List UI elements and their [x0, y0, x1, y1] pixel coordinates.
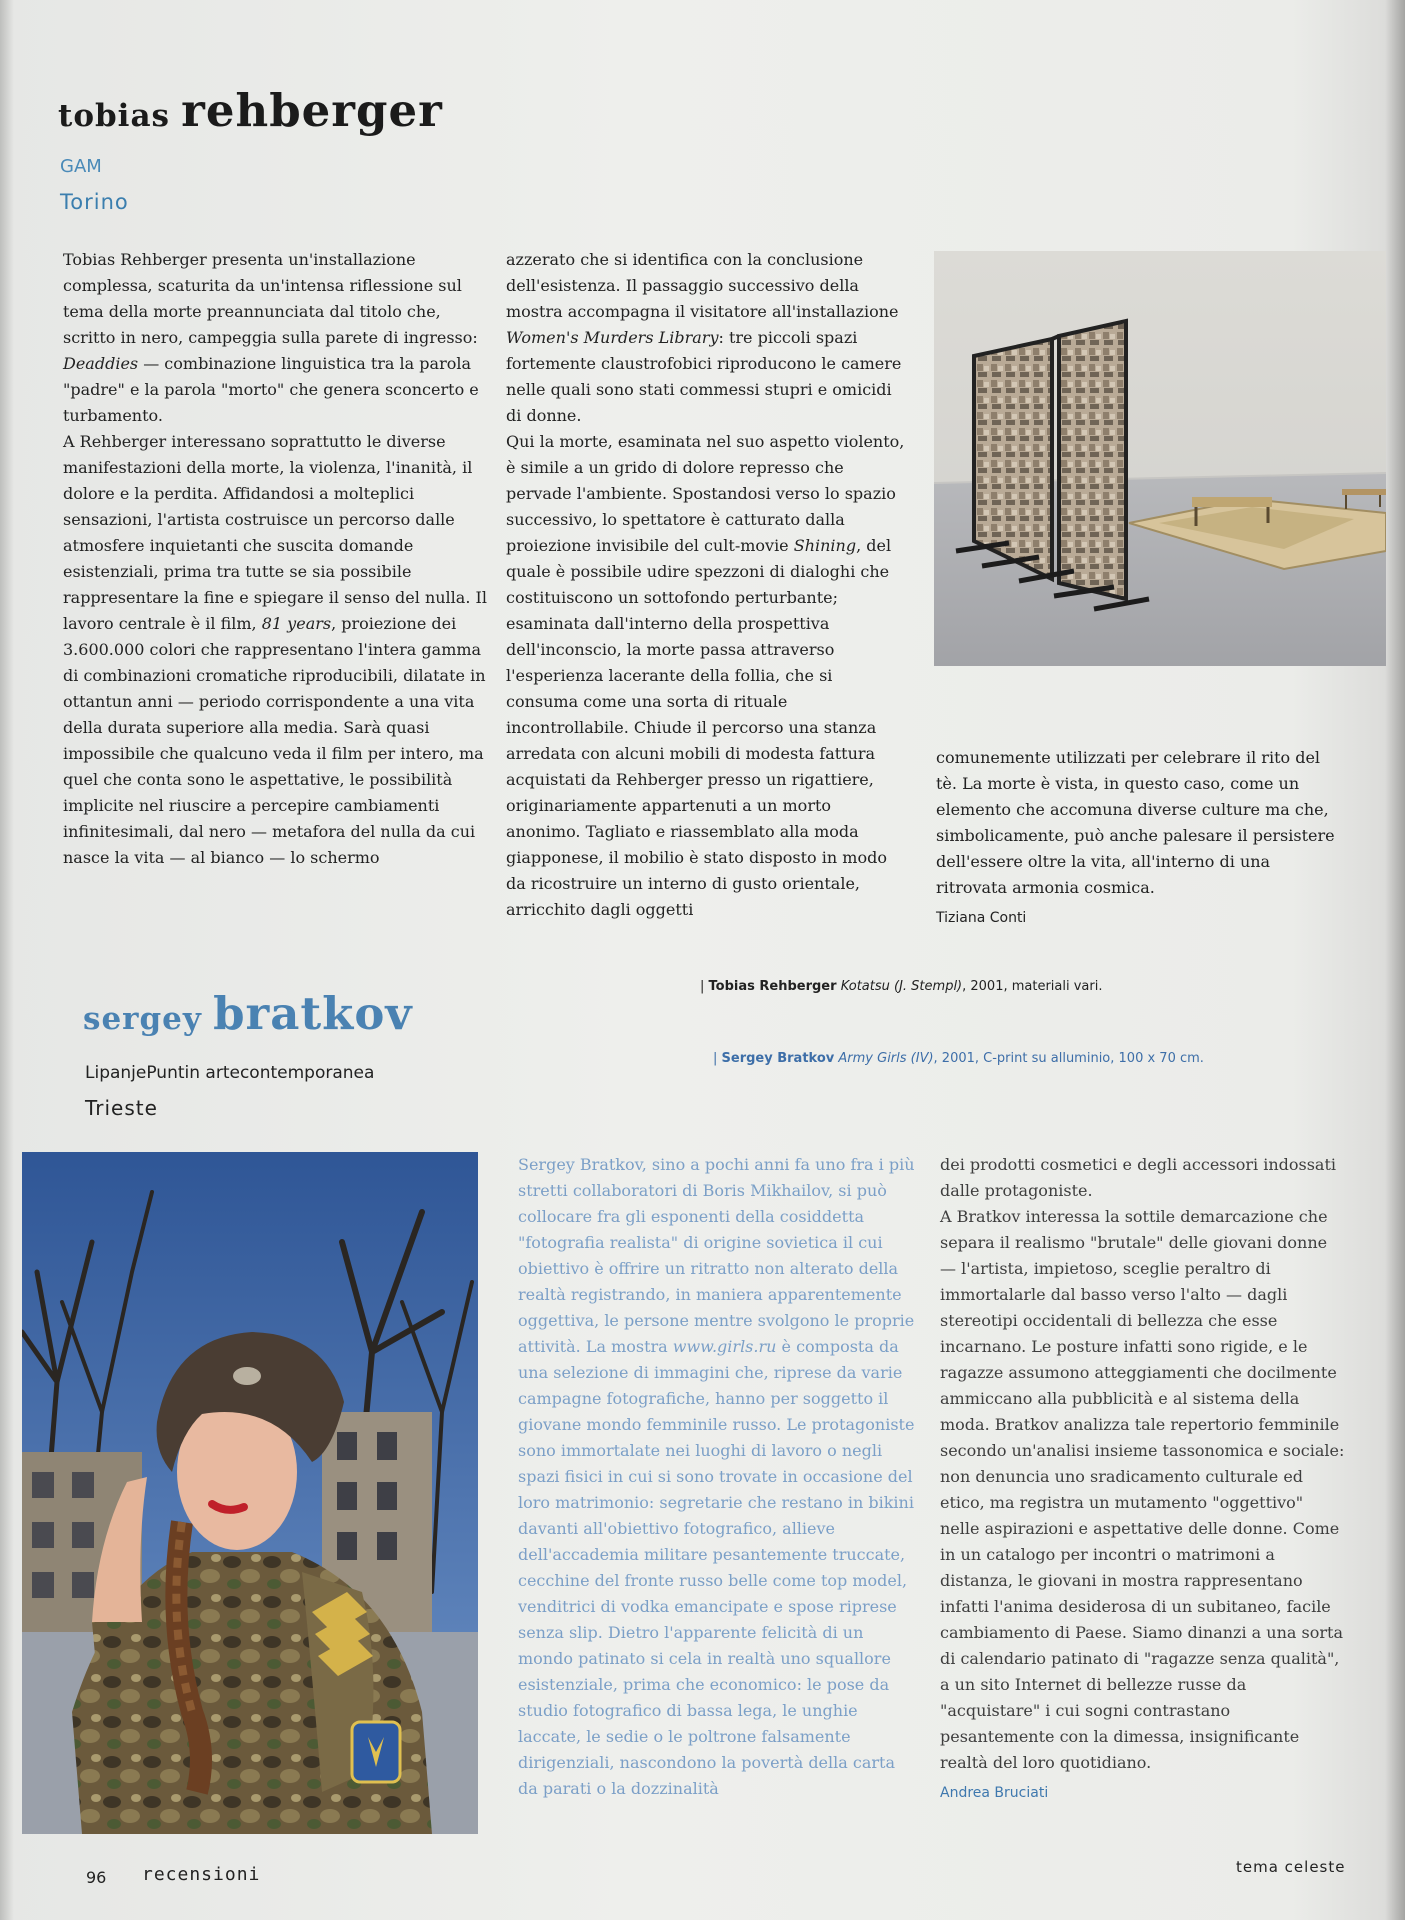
caption-rehberger-work: Kotatsu (J. Stempl)	[840, 979, 963, 994]
text-run: azzerato che si identifica con la conclusione dell'esistenza. Il passaggio successivo della mostra accompagna il visitatore all'installazione	[506, 250, 899, 321]
caption-rehberger-details: , 2001, materiali vari.	[962, 979, 1103, 994]
review1-city: Torino	[60, 190, 129, 214]
army-girl-photo	[22, 1152, 478, 1834]
review1-column-3	[936, 745, 1346, 931]
spine-shadow	[0, 0, 14, 1920]
caption-bratkov-artist: Sergey Bratkov	[721, 1051, 835, 1066]
italic-title: www.girls.ru	[672, 1337, 777, 1356]
review1-column-1	[63, 247, 493, 871]
caption-bratkov-work: Army Girls (IV)	[838, 1051, 934, 1066]
review2-city: Trieste	[85, 1096, 158, 1120]
text-run: : tre piccoli spazi fortemente claustrofobici riproducono le camere nelle quali sono stati commessi stupri e omicidi di donne.	[506, 328, 902, 425]
review1-author: Tiziana Conti	[936, 910, 1027, 926]
text-run: dei prodotti cosmetici e degli accessori indossati dalle protagoniste.	[940, 1155, 1336, 1200]
magazine-name: tema celeste	[1236, 1858, 1346, 1876]
text-run: Qui la morte, esaminata nel suo aspetto violento, è simile a un grido di dolore represso che pervade l'ambiente. Spostandosi verso lo spazio successivo, lo spettatore è catturato dalla proiezione invisibile del cult-movie	[506, 432, 905, 555]
text-run: A Rehberger interessano soprattutto le diverse manifestazioni della morte, la violenza, l'inanità, il dolore e la perdita. Affidandosi a molteplici sensazioni, l'artista costruisce un percorso dalle atmosfere inquietanti che suscita domande esistenziali, prima tra tutte se sia possibile rappresentare la fine e spiegare il senso del nulla. Il lavoro centrale è il film,	[63, 432, 487, 633]
army-girl-photo-drawing	[22, 1152, 478, 1834]
review2-title-first: sergey	[83, 1001, 202, 1037]
text-run: è composta da una selezione di immagini che, riprese da varie campagne fotografiche, hanno per soggetto il giovane mondo femminile russo. Le protagoniste sono immortalate nei luoghi di lavoro o negli spazi fisici in cui si sono trovate in occasione del loro matrimonio: segretarie che restano in bikini davanti all'obiettivo fotografico, allieve dell'accademia militare pesantemente truccate, cecchine del fronte russo belle come top model, venditrici di vodka emancipate e spose riprese senza slip. Dietro l'apparente felicità di un mondo patinato si cela in realtà uno squallore esistenziale, prima che economico: le pose da studio fotografico di bassa lega, le unghie laccate, le sedie o le poltrone falsamente dirigenziali, nascondono la povertà della carta da parati o la dozzinalità	[518, 1337, 915, 1798]
text-run: A Bratkov interessa la sottile demarcazione che separa il realismo "brutale" delle giovani donne — l'artista, impietoso, sceglie peraltro di immortalarle dal basso verso l'alto — dagli stereotipi occidentali di bellezza che esse incarnano. Le posture infatti sono rigide, e le ragazze assumono atteggiamenti che docilmente ammiccano alla pubblicità e al sistema della moda. Bratkov analizza tale repertorio femminile secondo un'analisi insieme tassonomica e sociale: non denuncia uno sradicamento culturale ed etico, ma registra un mutamento "oggettivo" nelle aspirazioni e aspettative delle donne. Come in un catalogo per incontri o matrimoni a distanza, le giovani in mostra rappresentano infatti l'anima desiderosa di un subitaneo, facile cambiamento di Paese. Siamo dinanzi a una sorta di calendario patinato di "ragazze senza qualità", a un sito Internet di bellezze russe da "acquistare" i cui sogni contrastano pesantemente con la dimessa, insignificante realtà del loro quotidiano.	[940, 1207, 1345, 1772]
caption-bratkov: | Sergey Bratkov Army Girls (IV), 2001, C-print su alluminio, 100 x 70 cm.	[713, 1051, 1204, 1066]
text-run: comunemente utilizzati per celebrare il rito del tè. La morte è vista, in questo caso, come un elemento che accomuna diverse culture ma che, simbolicamente, può anche palesare il persistere dell'essere oltre la vita, all'interno di una ritrovata armonia cosmica.	[936, 748, 1335, 897]
text-run: Tobias Rehberger presenta un'installazione complessa, scaturita da un'intensa riflessione sul tema della morte preannunciata dal titolo che, scritto in nero, campeggia sulla parete di ingresso:	[63, 250, 478, 347]
review2-gallery: LipanjePuntin artecontemporanea	[85, 1063, 375, 1083]
review2-title	[83, 987, 413, 1040]
text-run: , del quale è possibile udire spezzoni di dialoghi che costituiscono un sottofondo perturbante; esaminata dall'interno della prospettiva dell'inconscio, la morte passa attraverso l'esperienza lacerante della follia, che si consuma come una sorta di rituale incontrollabile. Chiude il percorso una stanza arredata con alcuni mobili di modesta fattura acquistati da Rehberger presso un rigattiere, originariamente appartenuti a un morto anonimo. Tagliato e riassemblato alla moda giapponese, il mobilio è stato disposto in modo da ricostruire un interno di gusto orientale, arricchito dagli oggetti	[506, 536, 892, 919]
review2-title-last: bratkov	[213, 987, 413, 1040]
page-edge-shadow	[1385, 0, 1405, 1920]
review2-column-2	[940, 1152, 1345, 1806]
page-number: 96	[86, 1868, 107, 1887]
caption-rehberger: | Tobias Rehberger Kotatsu (J. Stempl), 2001, materiali vari.	[700, 979, 1103, 994]
installation-photo-drawing	[934, 251, 1386, 666]
review1-title-first: tobias	[58, 98, 170, 134]
caption-bratkov-details: , 2001, C-print su alluminio, 100 x 70 cm.	[933, 1051, 1204, 1066]
text-run: , proiezione dei 3.600.000 colori che rappresentano l'intera gamma di combinazioni cromatiche riproducibili, dilatate in ottantun anni — periodo corrispondente a una vita della durata superiore alla media. Sarà quasi impossibile che qualcuno veda il film per intero, ma quel che conta sono le aspettative, le possibilità implicite nel riuscire a percepire cambiamenti infinitesimali, dal nero — metafora del nulla da cui nasce la vita — al bianco — lo schermo	[63, 614, 486, 867]
text-run: Sergey Bratkov, sino a pochi anni fa uno fra i più stretti collaboratori di Boris Mikhailov, si può collocare fra gli esponenti della cosiddetta "fotografia realista" di origine sovietica il cui obiettivo è offrire un ritratto non alterato della realtà registrando, in maniera apparentemente oggettiva, le persone mentre svolgono le proprie attività. La mostra	[518, 1155, 915, 1356]
review1-column-2	[506, 247, 906, 923]
review1-title	[58, 84, 443, 137]
italic-title: Shining	[793, 536, 857, 555]
installation-photo	[934, 251, 1386, 666]
review1-title-last: rehberger	[181, 84, 443, 137]
italic-title: Women's Murders Library	[506, 328, 719, 347]
text-run: — combinazione linguistica tra la parola "padre" e la parola "morto" che genera sconcerto e turbamento.	[63, 354, 479, 425]
caption-rehberger-artist: Tobias Rehberger	[708, 979, 837, 994]
review2-author: Andrea Bruciati	[940, 1785, 1049, 1801]
review1-venue: GAM	[60, 156, 102, 177]
section-name: recensioni	[142, 1864, 261, 1885]
review2-column-1	[518, 1152, 918, 1802]
italic-title: Deaddies	[63, 354, 139, 373]
italic-title: 81 years	[261, 614, 332, 633]
